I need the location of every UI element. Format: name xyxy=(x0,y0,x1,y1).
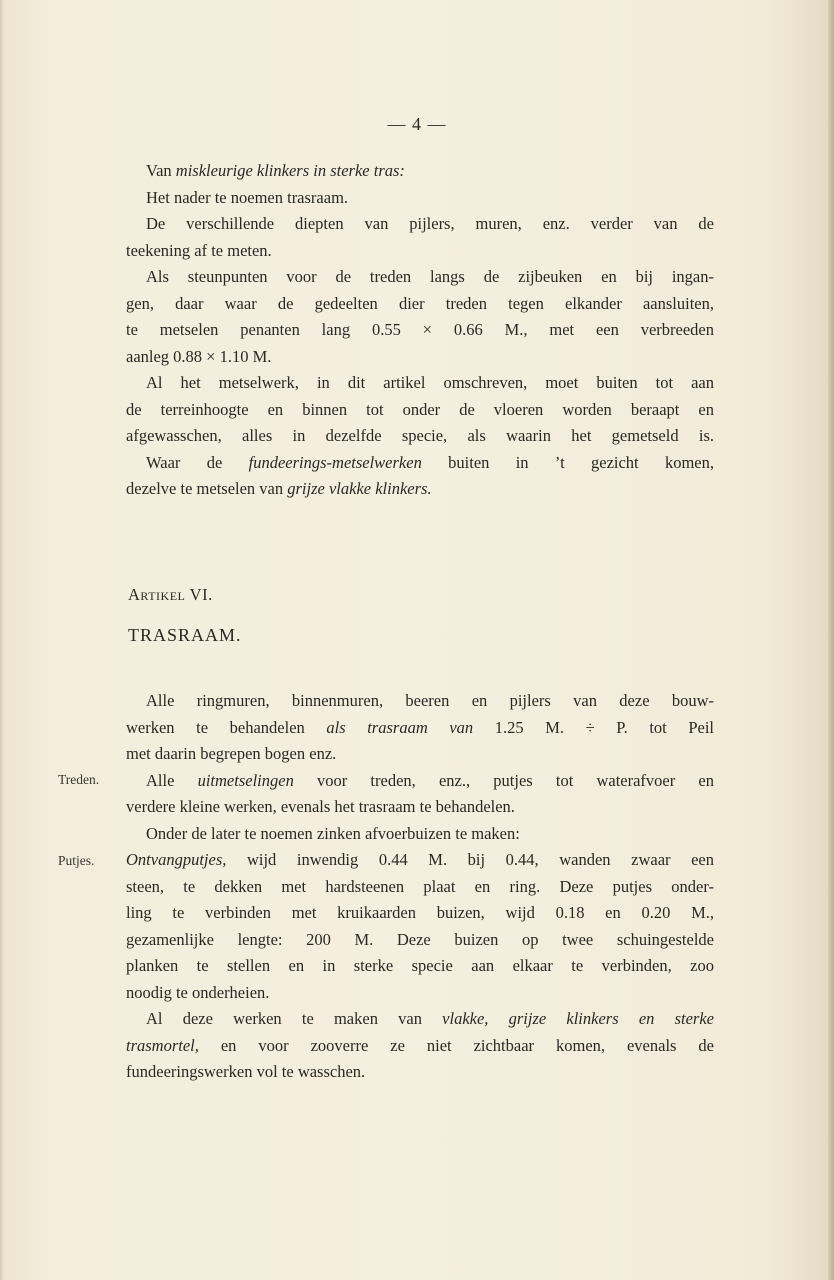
page-left-edge xyxy=(0,0,4,1280)
text-line xyxy=(126,1059,714,1086)
text-line xyxy=(126,874,714,901)
text-line xyxy=(126,476,714,503)
text-line xyxy=(126,821,714,848)
margin-note-treden: Treden. xyxy=(58,772,100,787)
text-run: de terreinhoogte en binnen tot onder de vloeren worden beraapt en xyxy=(126,399,714,419)
text-line xyxy=(126,238,714,265)
text-line xyxy=(126,211,714,238)
text-run: Al het metselwerk, in dit artikel omschreven, moet buiten tot aan xyxy=(146,373,714,392)
margin-note-putjes: Putjes. xyxy=(58,853,95,868)
page-right-edge xyxy=(828,0,834,1280)
text-line xyxy=(126,794,714,821)
text-line xyxy=(126,741,714,768)
text-run: fundeeringswerken vol te wasschen. xyxy=(126,1062,366,1081)
text-line xyxy=(126,953,714,980)
text-line xyxy=(126,158,714,185)
text-block-trasraam xyxy=(126,688,714,1086)
text-run: verdere kleine werken, evenals het trasraam te behandelen. xyxy=(126,797,515,816)
text-line xyxy=(126,980,714,1007)
text-run: aanleg 0.88 × 1.10 M. xyxy=(126,346,272,366)
text-line xyxy=(126,370,714,397)
article-number: VI. xyxy=(185,585,213,604)
text-block-intro xyxy=(126,158,714,503)
text-line xyxy=(126,397,714,424)
text-run: ling te verbinden met kruikaarden buizen, wijd 0.18 en 0.20 M., xyxy=(126,903,714,922)
text-line xyxy=(126,715,714,742)
italic-text: als trasraam van xyxy=(326,717,474,737)
italic-text: Ontvangputjes, xyxy=(126,850,227,869)
text-line xyxy=(126,264,714,291)
text-run: Als steunpunten voor de treden langs de zijbeuken en bij ingan- xyxy=(146,267,714,286)
italic-text: miskleurige klinkers in sterke tras: xyxy=(175,161,405,180)
text-run: gezamenlijke lengte: 200 M. Deze buizen op twee schuingestelde xyxy=(126,929,714,949)
text-line xyxy=(126,317,714,344)
article-label-initial: A xyxy=(128,585,141,604)
italic-text: vlakke, grijze klinkers en sterke xyxy=(442,1009,714,1028)
text-run: Alle xyxy=(146,770,198,790)
text-line xyxy=(126,291,714,318)
italic-text: grijze vlakke klinkers. xyxy=(287,479,432,498)
text-run: steen, te dekken met hardsteenen plaat en ring. Deze putjes onder- xyxy=(126,876,714,896)
text-run: en voor zooverre ze niet zichtbaar komen, evenals de xyxy=(198,1035,714,1055)
text-line xyxy=(126,688,714,715)
text-run: Onder de later te noemen zinken afvoerbuizen te maken: xyxy=(146,823,520,843)
text-line xyxy=(126,927,714,954)
text-run: buiten in ’t gezicht komen, xyxy=(421,452,714,472)
text-run: dezelve te metselen van xyxy=(126,479,288,498)
page-number: — 4 — xyxy=(387,114,447,134)
text-run: planken te stellen en in sterke specie aan elkaar te verbinden, zoo xyxy=(126,956,714,975)
article-label-rest: rtikel xyxy=(140,585,186,604)
text-run: voor treden, enz., putjes tot waterafvoer en xyxy=(293,770,714,790)
text-line xyxy=(126,423,714,450)
text-run: Van xyxy=(146,161,176,180)
text-run: met daarin begrepen bogen enz. xyxy=(126,744,337,763)
text-line xyxy=(126,1033,714,1060)
text-run: werken te behandelen xyxy=(126,717,327,737)
italic-text: uitmetselingen xyxy=(197,770,294,790)
text-run: De verschillende diepten van pijlers, muren, enz. verder van de xyxy=(146,214,714,233)
text-line xyxy=(126,1006,714,1033)
text-line xyxy=(126,900,714,927)
article-title: TRASRAAM. xyxy=(128,625,242,645)
text-run: Alle ringmuren, binnenmuren, beeren en pijlers van deze bouw- xyxy=(146,691,714,710)
text-line xyxy=(126,450,714,477)
text-run: te metselen penanten lang 0.55 × 0.66 M., met een verbreeden xyxy=(126,320,714,339)
italic-text: fundeerings-metselwerken xyxy=(248,452,422,472)
text-run: wijd inwendig 0.44 M. bij 0.44, wanden zwaar een xyxy=(226,850,714,869)
text-run: teekening af te meten. xyxy=(126,240,272,260)
text-run: Al deze werken te maken van xyxy=(146,1009,443,1028)
text-line xyxy=(126,847,714,874)
text-run: Het nader te noemen trasraam. xyxy=(146,187,349,207)
text-run: gen, daar waar de gedeelten dier treden tegen elkander aansluiten, xyxy=(126,293,714,313)
article-label xyxy=(128,585,213,605)
text-run: afgewasschen, alles in dezelfde specie, als waarin het gemetseld is. xyxy=(126,426,714,445)
text-line xyxy=(126,768,714,795)
text-line xyxy=(126,344,714,371)
italic-text: trasmortel, xyxy=(126,1035,199,1055)
text-run: 1.25 M. ÷ P. tot Peil xyxy=(473,717,714,737)
text-run: Waar de xyxy=(146,452,249,472)
text-line xyxy=(126,185,714,212)
text-run: noodig te onderheien. xyxy=(126,982,270,1002)
